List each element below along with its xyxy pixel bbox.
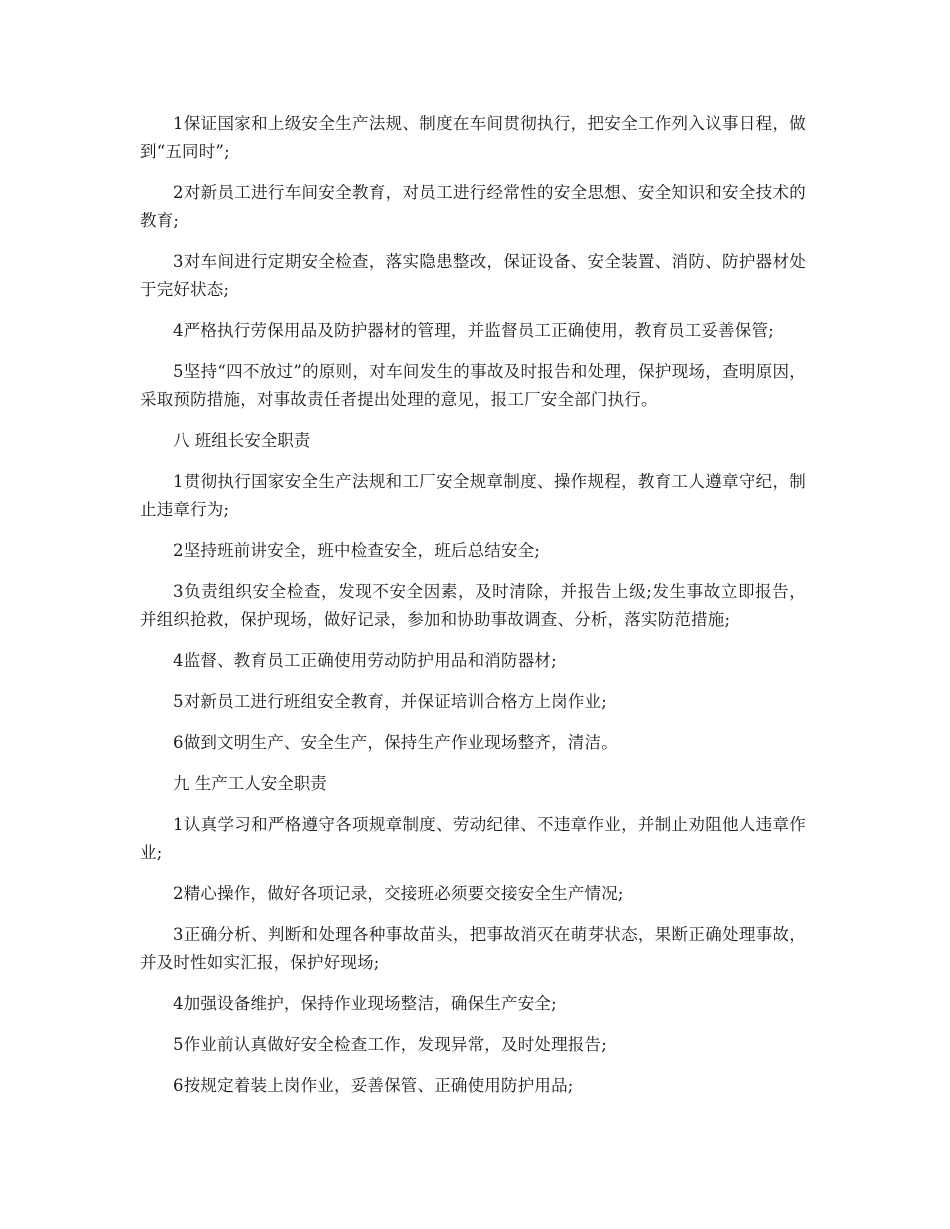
paragraph-workshop-2: 2对新员工进行车间安全教育，对员工进行经常性的安全思想、安全知识和安全技术的教育;: [140, 183, 806, 230]
paragraph-workshop-4: 4严格执行劳保用品及防护器材的管理，并监督员工正确使用，教育员工妥善保管;: [173, 321, 774, 340]
paragraph-worker-4: 4加强设备维护，保持作业现场整洁，确保生产安全;: [173, 994, 557, 1013]
paragraph-worker-6: 6按规定着装上岗作业，妥善保管、正确使用防护用品;: [173, 1076, 574, 1095]
paragraph-worker-3: 3正确分析、判断和处理各种事故苗头，把事故消灭在萌芽状态，果断正确处理事故，并及时性如实汇报，保护好现场;: [140, 925, 806, 972]
section-heading-worker: 九 生产工人安全职责: [173, 774, 327, 793]
paragraph-team-leader-5: 5对新员工进行班组安全教育，并保证培训合格方上岗作业;: [173, 692, 607, 711]
paragraph-team-leader-2: 2坚持班前讲安全，班中检查安全，班后总结安全;: [173, 541, 541, 560]
paragraph-team-leader-1: 1贯彻执行国家安全生产法规和工厂安全规章制度、操作规程，教育工人遵章守纪，制止违章行为;: [140, 472, 806, 519]
paragraph-team-leader-3: 3负责组织安全检查，发现不安全因素，及时清除，并报告上级;发生事故立即报告，并组织抢救，保护现场，做好记录，参加和协助事故调查、分析，落实防范措施;: [140, 582, 806, 629]
document-page: [140, 110, 806, 1113]
paragraph-worker-1: 1认真学习和严格遵守各项规章制度、劳动纪律、不违章作业，并制止劝阻他人违章作业;: [140, 815, 806, 862]
section-heading-team-leader: 八 班组长安全职责: [173, 431, 311, 450]
paragraph-workshop-3: 3对车间进行定期安全检查，落实隐患整改，保证设备、安全装置、消防、防护器材处于完好状态;: [140, 252, 806, 299]
paragraph-team-leader-4: 4监督、教育员工正确使用劳动防护用品和消防器材;: [173, 651, 557, 670]
paragraph-worker-2: 2精心操作，做好各项记录，交接班必须要交接安全生产情况;: [173, 884, 624, 903]
paragraph-workshop-1: 1保证国家和上级安全生产法规、制度在车间贯彻执行，把安全工作列入议事日程，做到“五同时”;: [140, 114, 806, 161]
paragraph-worker-5: 5作业前认真做好安全检查工作，发现异常，及时处理报告;: [173, 1035, 607, 1054]
paragraph-workshop-5: 5坚持“四不放过”的原则，对车间发生的事故及时报告和处理，保护现场，查明原因，采取预防措施，对事故责任者提出处理的意见，报工厂安全部门执行。: [140, 362, 806, 409]
paragraph-team-leader-6: 6做到文明生产、安全生产，保持生产作业现场整齐，清洁。: [173, 733, 618, 752]
